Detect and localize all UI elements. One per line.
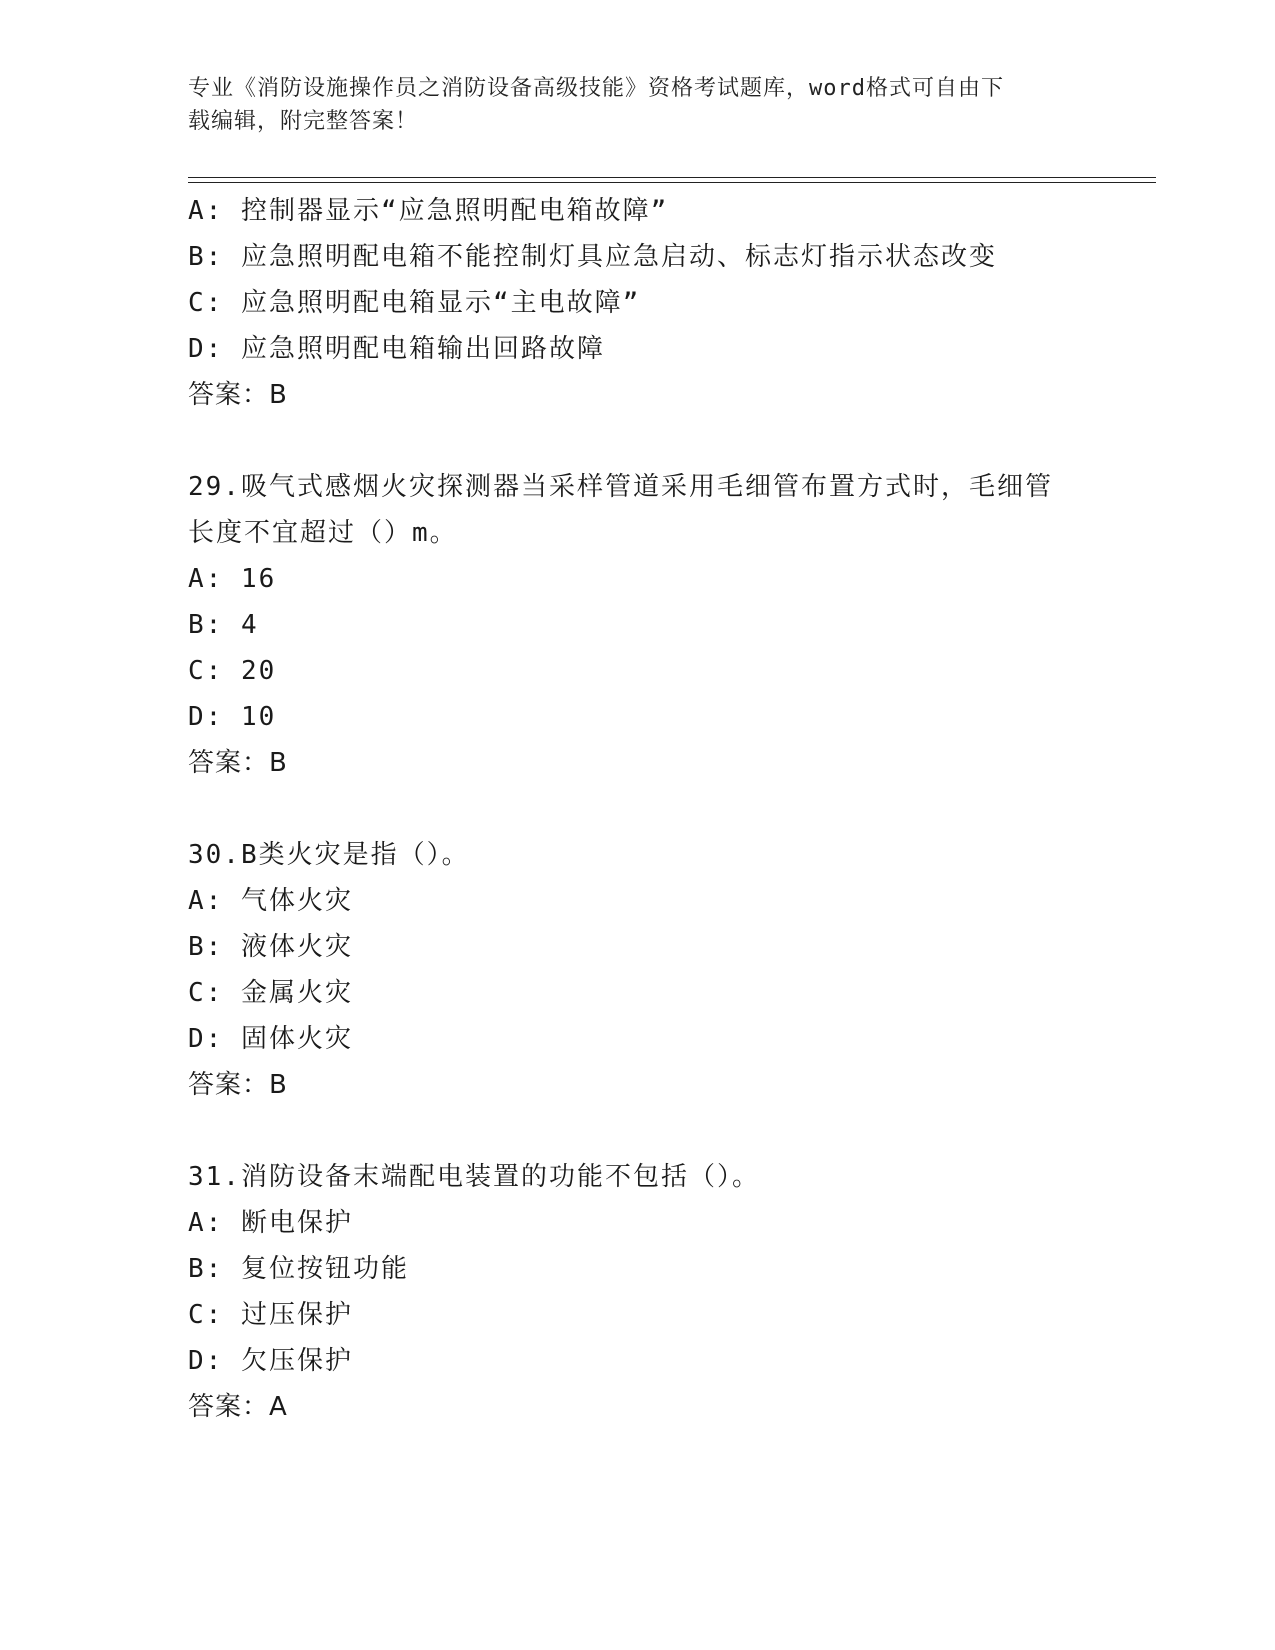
option-b: B: 4 bbox=[188, 610, 259, 640]
answer: 答案：B bbox=[188, 748, 288, 778]
option-c: C: 过压保护 bbox=[188, 1300, 353, 1330]
question-stem: 29.吸气式感烟火灾探测器当采样管道采用毛细管布置方式时，毛细管 bbox=[188, 472, 1053, 502]
answer: 答案：A bbox=[188, 1392, 288, 1422]
header-divider-bottom bbox=[188, 182, 1156, 183]
option-b: B: 应急照明配电箱不能控制灯具应急启动、标志灯指示状态改变 bbox=[188, 242, 997, 272]
option-a: A: 16 bbox=[188, 564, 277, 594]
question-list bbox=[188, 188, 1088, 1430]
option-b: B: 液体火灾 bbox=[188, 932, 353, 962]
question-28 bbox=[188, 188, 1088, 418]
option-a: A: 断电保护 bbox=[188, 1208, 353, 1238]
question-stem-continued: 长度不宜超过（）m。 bbox=[188, 518, 458, 548]
answer: 答案：B bbox=[188, 1070, 288, 1100]
option-d: D: 应急照明配电箱输出回路故障 bbox=[188, 334, 605, 364]
option-d: D: 10 bbox=[188, 702, 277, 732]
option-a: A: 控制器显示“应急照明配电箱故障” bbox=[188, 196, 669, 226]
option-c: C: 金属火灾 bbox=[188, 978, 353, 1008]
question-stem: 30.B类火灾是指（）。 bbox=[188, 840, 470, 870]
option-a: A: 气体火灾 bbox=[188, 886, 353, 916]
document-header bbox=[188, 72, 1078, 138]
question-29 bbox=[188, 464, 1088, 786]
spacer bbox=[188, 418, 1088, 464]
answer: 答案：B bbox=[188, 380, 288, 410]
option-b: B: 复位按钮功能 bbox=[188, 1254, 409, 1284]
spacer bbox=[188, 1108, 1088, 1154]
spacer bbox=[188, 786, 1088, 832]
header-line-1: 专业《消防设施操作员之消防设备高级技能》资格考试题库，word格式可自由下 bbox=[188, 76, 1004, 101]
question-31 bbox=[188, 1154, 1088, 1430]
header-divider-top bbox=[188, 177, 1156, 178]
option-d: D: 固体火灾 bbox=[188, 1024, 353, 1054]
header-line-2: 载编辑，附完整答案！ bbox=[188, 109, 419, 134]
option-c: C: 20 bbox=[188, 656, 277, 686]
option-d: D: 欠压保护 bbox=[188, 1346, 353, 1376]
question-30 bbox=[188, 832, 1088, 1108]
question-stem: 31.消防设备末端配电装置的功能不包括（）。 bbox=[188, 1162, 760, 1192]
option-c: C: 应急照明配电箱显示“主电故障” bbox=[188, 288, 641, 318]
